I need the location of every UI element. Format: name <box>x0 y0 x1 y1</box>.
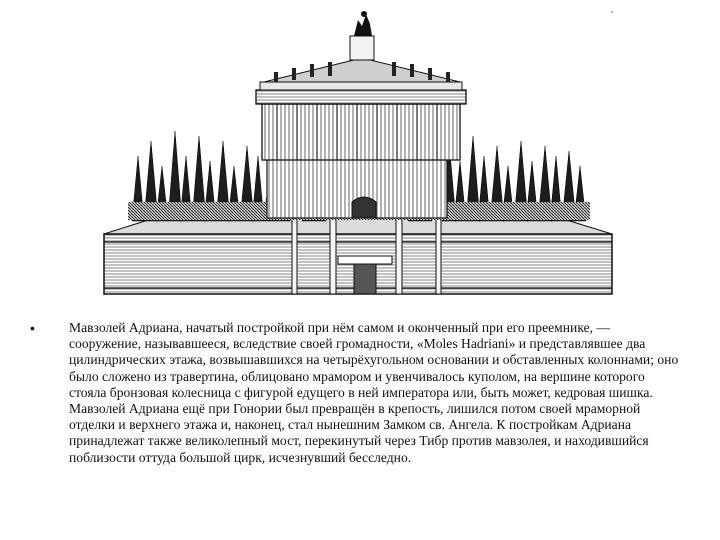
bullet-marker: • <box>30 320 35 336</box>
paragraph-text: Мавзолей Адриана, начатый постройкой при нём самом и оконченный при его преемнике, — сооружение, называвшееся, вследствие своей громадности, «Moles Hadriani» и представлявшее два цилиндрических этажа, возвышавшихся на четырёхугольном основании и обставленных колоннами; оно было сложено из травертина, облицовано мрамором и увенчивалось куполом, на вершине которого стояла бронзовая колесница с фигурой едущего в ней императора или, быть может, кедровая шишка. Мавзолей Адриана ещё при Гонории был превращён в крепость, лишился потом своей мраморной отделки и верхнего этажа и, наконец, стал нынешним Замком св. Ангела. К постройкам Адриана принадлежат также великолепный мост, перекинутый через Тибр против мавзолея, и находившийся поблизости оттуда большой цирк, исчезнувший бесследно. <box>69 320 679 465</box>
mausoleum-engraving <box>92 6 622 304</box>
mausoleum-illustration <box>92 6 622 304</box>
